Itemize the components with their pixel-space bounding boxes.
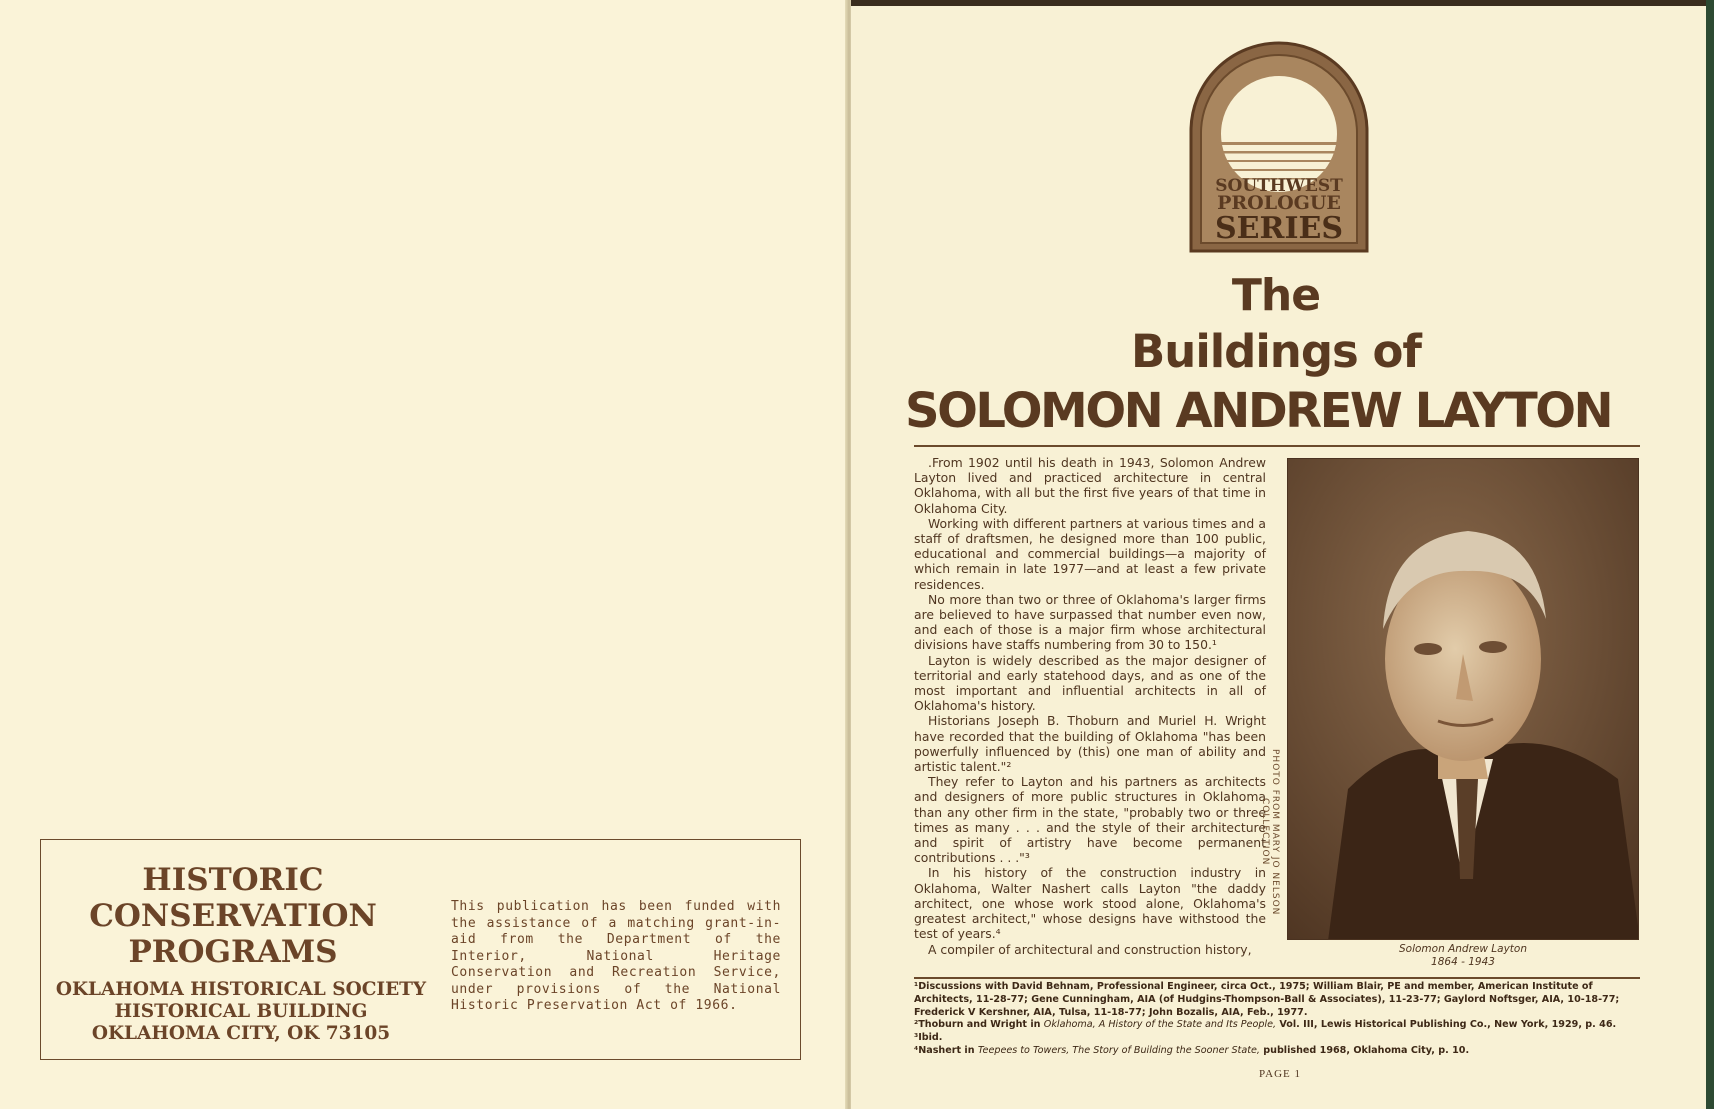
funding-statement: This publication has been funded with the assistance of a matching grant-in-aid from the Department of the Interior, National Heritage Conservation and Recreation Service, under provisions of the National Historic Preservation Act of 1966. — [451, 899, 781, 1013]
footnote-2-pre: ²Thoburn and Wright in — [914, 1019, 1044, 1031]
footnote-2-title: Oklahoma, A History of the State and Its People, — [1043, 1019, 1277, 1031]
article-body — [914, 455, 1266, 957]
body-paragraph: Working with different partners at various times and a staff of draftsmen, he designed more than 100 public, educational and commercial buildings—a majority of which remain in late 1977—and at least a few private residences. — [914, 515, 1266, 592]
left-page — [0, 0, 847, 1109]
title-line-2: Buildings of — [1130, 325, 1421, 378]
org-line: HISTORICAL BUILDING — [114, 1001, 368, 1022]
body-paragraph: Layton is widely described as the major designer of territorial and early statehood days, and as one of the most important and influential architects in all of Oklahoma's history. — [914, 652, 1266, 714]
footnote-1: ¹Discussions with David Behnam, Professional Engineer, circa Oct., 1975; William Blair, PE and member, American Institute of Architects, 11-28-77; Gene Cunningham, AIA (of Hudgins-Thompson-Ball & Associates), 11-23-77; Gaylord Noftsger, AIA, 10-18-77; Frederick V Kershner, AIA, Tulsa, 11-18-77; John Bozalis, AIA, Feb., 1977. — [914, 981, 1620, 1018]
body-paragraph: They refer to Layton and his partners as architects and designers of more public structures in Oklahoma than any other firm in the state, "probably two or three times as many . . . and the style of their architecture and spirit of artistry have become permanent contributions . . ."³ — [914, 774, 1266, 866]
footnotes — [914, 981, 1644, 1058]
organization-address — [55, 979, 427, 1045]
footnote-4-pre: ⁴Nashert in — [914, 1044, 978, 1056]
footnote-2 — [914, 1019, 1644, 1032]
body-paragraph: .From 1902 until his death in 1943, Solomon Andrew Layton lived and practiced architecture in central Oklahoma, with all but the first five years of that time in Oklahoma City. — [914, 455, 1266, 516]
footnote-3: ³Ibid. — [914, 1032, 943, 1044]
southwest-prologue-series-logo — [1187, 39, 1371, 253]
footnote-divider — [914, 977, 1640, 979]
caption-years: 1864 - 1943 — [1431, 956, 1495, 968]
body-paragraph: No more than two or three of Oklahoma's larger firms are believed to have surpassed that number even now, and each of those is a major firm whose architectural divisions have staffs numbering from 30 to 150.¹ — [914, 591, 1266, 653]
org-line: OKLAHOMA HISTORICAL SOCIETY — [55, 979, 427, 1000]
body-paragraph: Historians Joseph B. Thoburn and Muriel H. Wright have recorded that the building of Oklahoma "has been powerfully influenced by (this) one man of ability and artistic talent."² — [914, 713, 1266, 775]
title-line-3: SOLOMON ANDREW LAYTON — [905, 383, 1612, 439]
portrait-photo — [1287, 458, 1639, 940]
footnote-4-title: Teepees to Towers, The Story of Building the Sooner State, — [977, 1044, 1260, 1056]
logo-line: SERIES — [1214, 211, 1344, 246]
program-title-line: PROGRAMS — [128, 934, 338, 970]
body-paragraph: In his history of the construction industry in Oklahoma, Walter Nashert calls Layton "the daddy architect, one whose work stood alone, Oklahoma's greatest architect," whose designs have withstood the test of years.⁴ — [914, 865, 1266, 942]
logo-line: PROLOGUE — [1217, 192, 1341, 214]
org-line: OKLAHOMA CITY, OK 73105 — [91, 1023, 391, 1044]
title-divider — [914, 445, 1640, 447]
body-paragraph: A compiler of architectural and construction history, — [928, 941, 1252, 957]
page-number: PAGE 1 — [1259, 1068, 1301, 1080]
caption-name: Solomon Andrew Layton — [1399, 943, 1527, 955]
footnote-4-post: published 1968, Oklahoma City, p. 10. — [1259, 1044, 1470, 1056]
photo-caption — [1287, 943, 1639, 969]
program-title-line: HISTORIC — [142, 862, 324, 898]
cover-edge — [1706, 0, 1714, 1109]
program-title-line: CONSERVATION — [89, 898, 377, 934]
title-line-1: The — [1231, 270, 1321, 321]
footnote-2-post: Vol. III, Lewis Historical Publishing Co., New York, 1929, p. 46. — [1276, 1019, 1617, 1031]
logo-line: SOUTHWEST — [1215, 176, 1343, 196]
photo-credit: PHOTO FROM MARY JO NELSON COLLECTION — [1260, 748, 1280, 916]
conservation-programs-box — [40, 839, 801, 1060]
footnote-4 — [914, 1045, 1644, 1058]
program-title — [63, 862, 403, 970]
